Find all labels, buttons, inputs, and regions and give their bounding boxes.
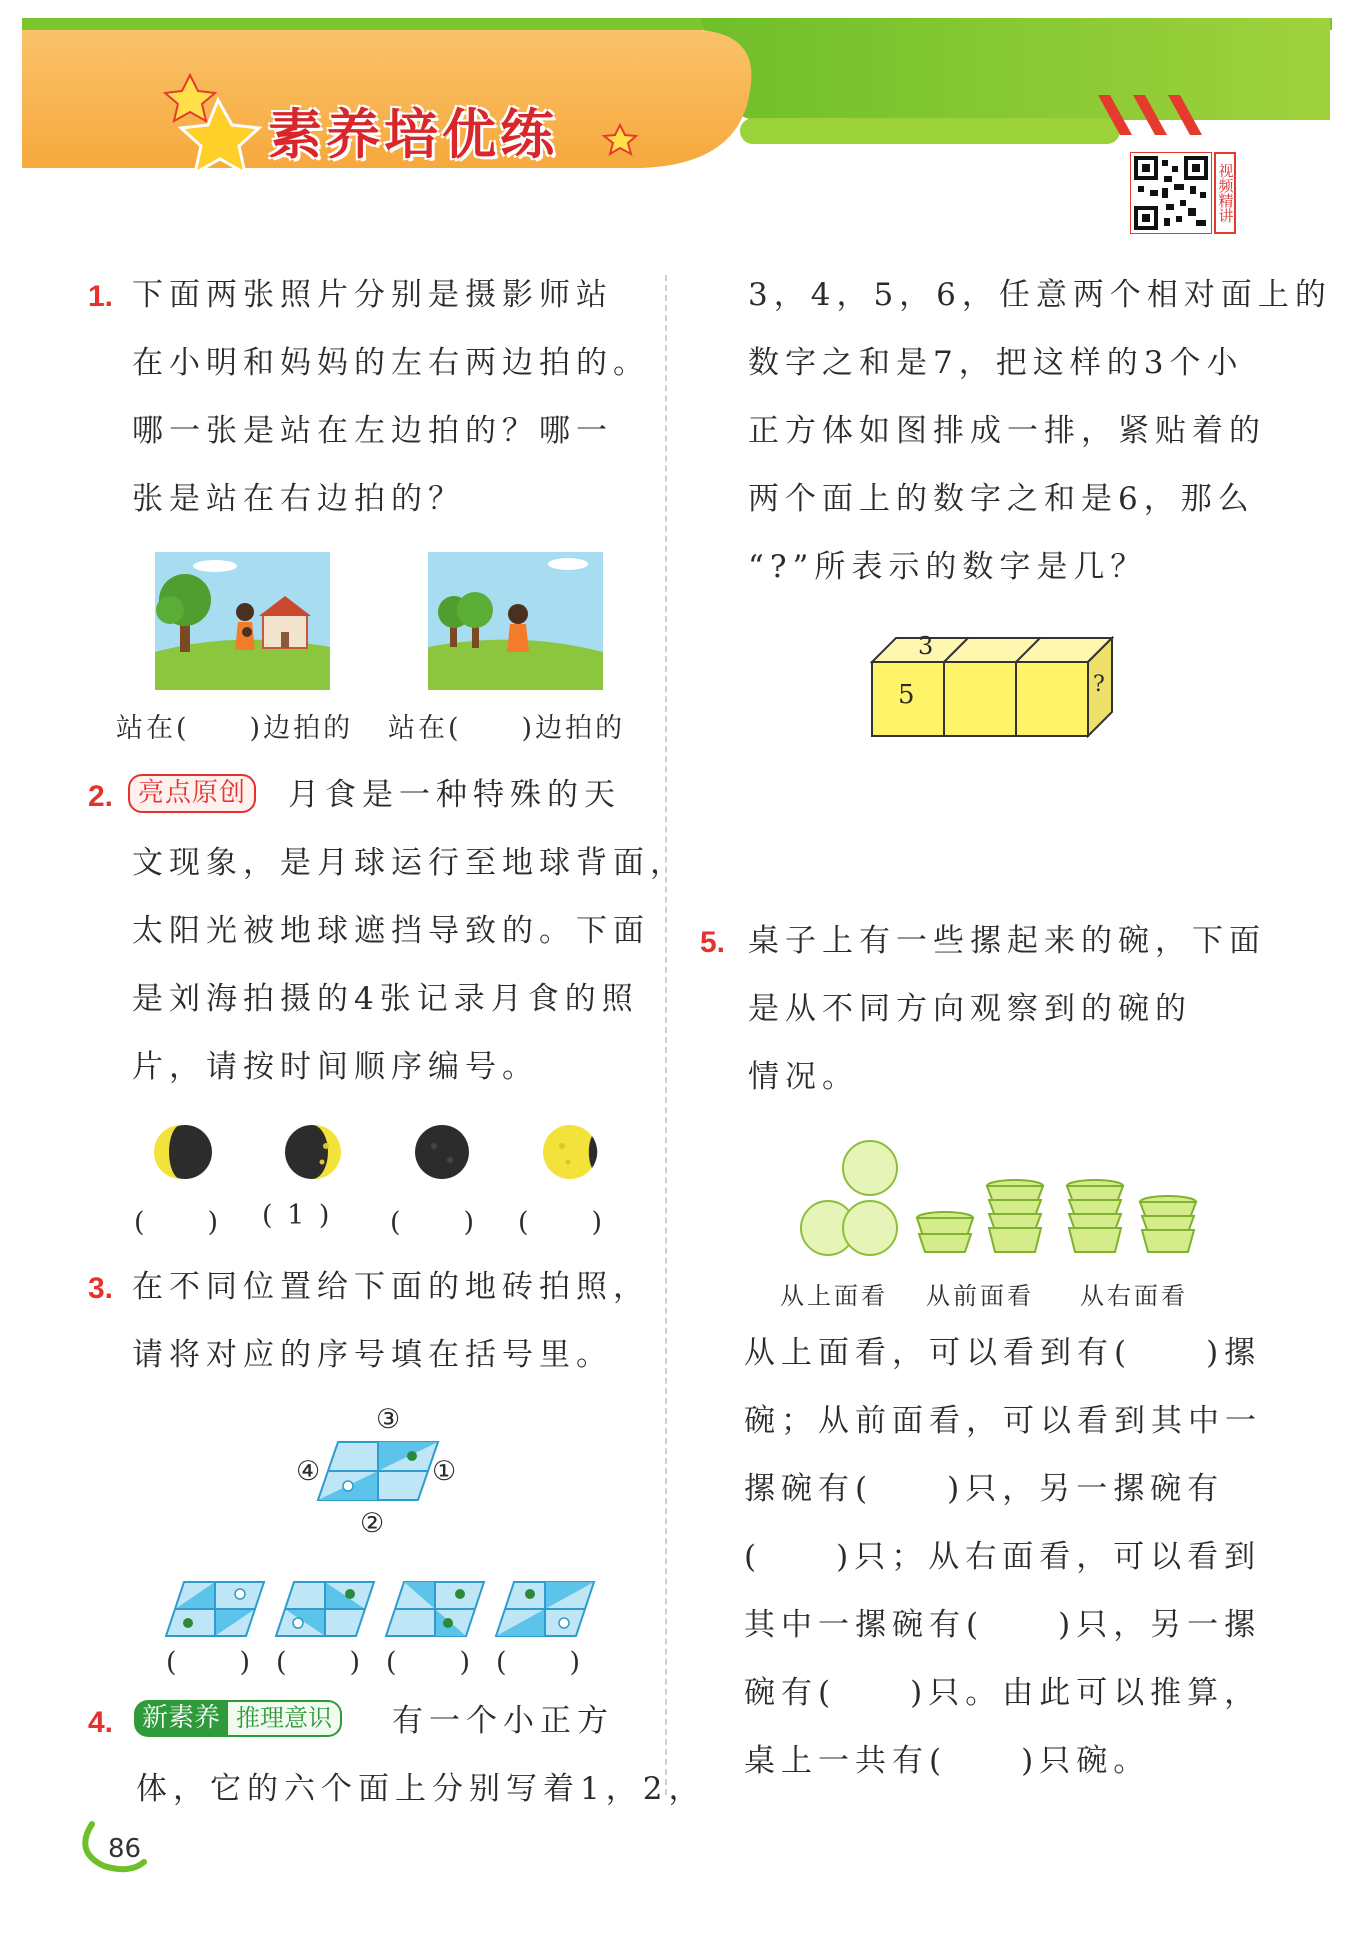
cube-top-label: 3: [918, 632, 934, 660]
q5-line: 桌子上有一些摞起来的碗，下面: [748, 923, 1266, 959]
q4-line: 正方体如图排成一排，紧贴着的: [748, 413, 1266, 449]
q4-badge: [134, 1700, 342, 1737]
q4-line: “?”所表示的数字是几？: [748, 549, 1148, 585]
tile-main: [316, 1440, 440, 1502]
q3-blank: ( ): [166, 1647, 254, 1678]
q5-answer-line: ( )只；从右面看，可以看到: [744, 1539, 1262, 1575]
q3-blank: ( ): [386, 1647, 474, 1678]
q2-badge: [128, 774, 256, 813]
badge-label: 亮点原创: [128, 774, 256, 813]
q2-line: 太阳光被地球遮挡导致的。下面: [132, 913, 650, 949]
q5-answer-line: 从上面看，可以看到有( )摞: [744, 1335, 1262, 1371]
position-2: ②: [360, 1508, 388, 1539]
q1-line: 哪一张是站在左边拍的？哪一: [132, 413, 613, 449]
q2-answer: ( ): [518, 1207, 606, 1238]
q5-answer-line: 桌上一共有( )只碗。: [744, 1743, 1151, 1779]
view-label-top: 从上面看: [780, 1282, 888, 1310]
q3-blank: ( ): [276, 1647, 364, 1678]
page-title: 素养培优练: [268, 103, 558, 166]
q1-caption-right: 站在( )边拍的: [388, 713, 626, 744]
cube-unknown-label: ?: [1093, 672, 1105, 697]
position-4: ④: [296, 1456, 324, 1487]
q4-line: 数字之和是7，把这样的3个小: [748, 345, 1244, 381]
q2-line: 文现象，是月球运行至地球背面，: [132, 845, 687, 881]
photo-right: [428, 552, 603, 690]
q4-line: 3，4，5，6，任意两个相对面上的: [748, 277, 1332, 313]
q2-answer: ( ): [390, 1207, 478, 1238]
position-3: ③: [376, 1404, 404, 1435]
q4-line: 体，它的六个面上分别写着1，2，: [136, 1771, 706, 1807]
q2-answer: ( 1 ): [262, 1200, 333, 1231]
q4-line: 两个面上的数字之和是6，那么: [748, 481, 1255, 517]
q5-answer-line: 摞碗有( )只，另一摞碗有: [744, 1471, 1225, 1507]
q5-answer-line: 碗有( )只。由此可以推算，: [744, 1675, 1262, 1711]
q5-line: 情况。: [748, 1059, 859, 1095]
page-number: 86: [108, 1834, 142, 1864]
column-divider: [665, 275, 667, 1795]
q5-answer-line: 其中一摞碗有( )只，另一摞: [744, 1607, 1262, 1643]
q2-line: 月食是一种特殊的天: [288, 777, 621, 813]
q3-number: 3.: [88, 1272, 114, 1305]
q2-line: 是刘海拍摄的4张记录月食的照: [132, 981, 639, 1017]
q4-line: 有一个小正方: [392, 1703, 614, 1739]
q3-line: 请将对应的序号填在括号里。: [132, 1337, 613, 1373]
q1-line: 张是站在右边拍的？: [132, 481, 465, 517]
q1-number: 1.: [88, 280, 114, 313]
q5-line: 是从不同方向观察到的碗的: [748, 991, 1192, 1027]
q3-blank: ( ): [496, 1647, 584, 1678]
q2-line: 片，请按时间顺序编号。: [132, 1049, 539, 1085]
q3-line: 在不同位置给下面的地砖拍照，: [132, 1269, 650, 1305]
badge-label: 推理意识: [228, 1700, 342, 1737]
bowl-views: [770, 1140, 1240, 1270]
q2-answer: ( ): [134, 1207, 222, 1238]
q1-caption-left: 站在( )边拍的: [116, 713, 354, 744]
view-label-right: 从右面看: [1080, 1282, 1188, 1310]
cube-front-label: 5: [898, 680, 915, 710]
tile-views: [164, 1580, 604, 1640]
q2-number: 2.: [88, 780, 114, 813]
badge-label: 新素养: [134, 1700, 228, 1737]
position-1: ①: [432, 1456, 460, 1487]
q4-number: 4.: [88, 1706, 114, 1739]
view-label-front: 从前面看: [926, 1282, 1034, 1310]
q5-answer-line: 碗；从前面看，可以看到其中一: [744, 1403, 1262, 1439]
photo-left: [155, 552, 330, 690]
qr-label: 视频精讲: [1216, 163, 1235, 223]
q1-line: 在小明和妈妈的左右两边拍的。: [132, 345, 650, 381]
q1-line: 下面两张照片分别是摄影师站: [132, 277, 613, 313]
moon-phases: [150, 1120, 610, 1184]
qr-code[interactable]: [1130, 152, 1212, 234]
q5-number: 5.: [700, 926, 726, 959]
